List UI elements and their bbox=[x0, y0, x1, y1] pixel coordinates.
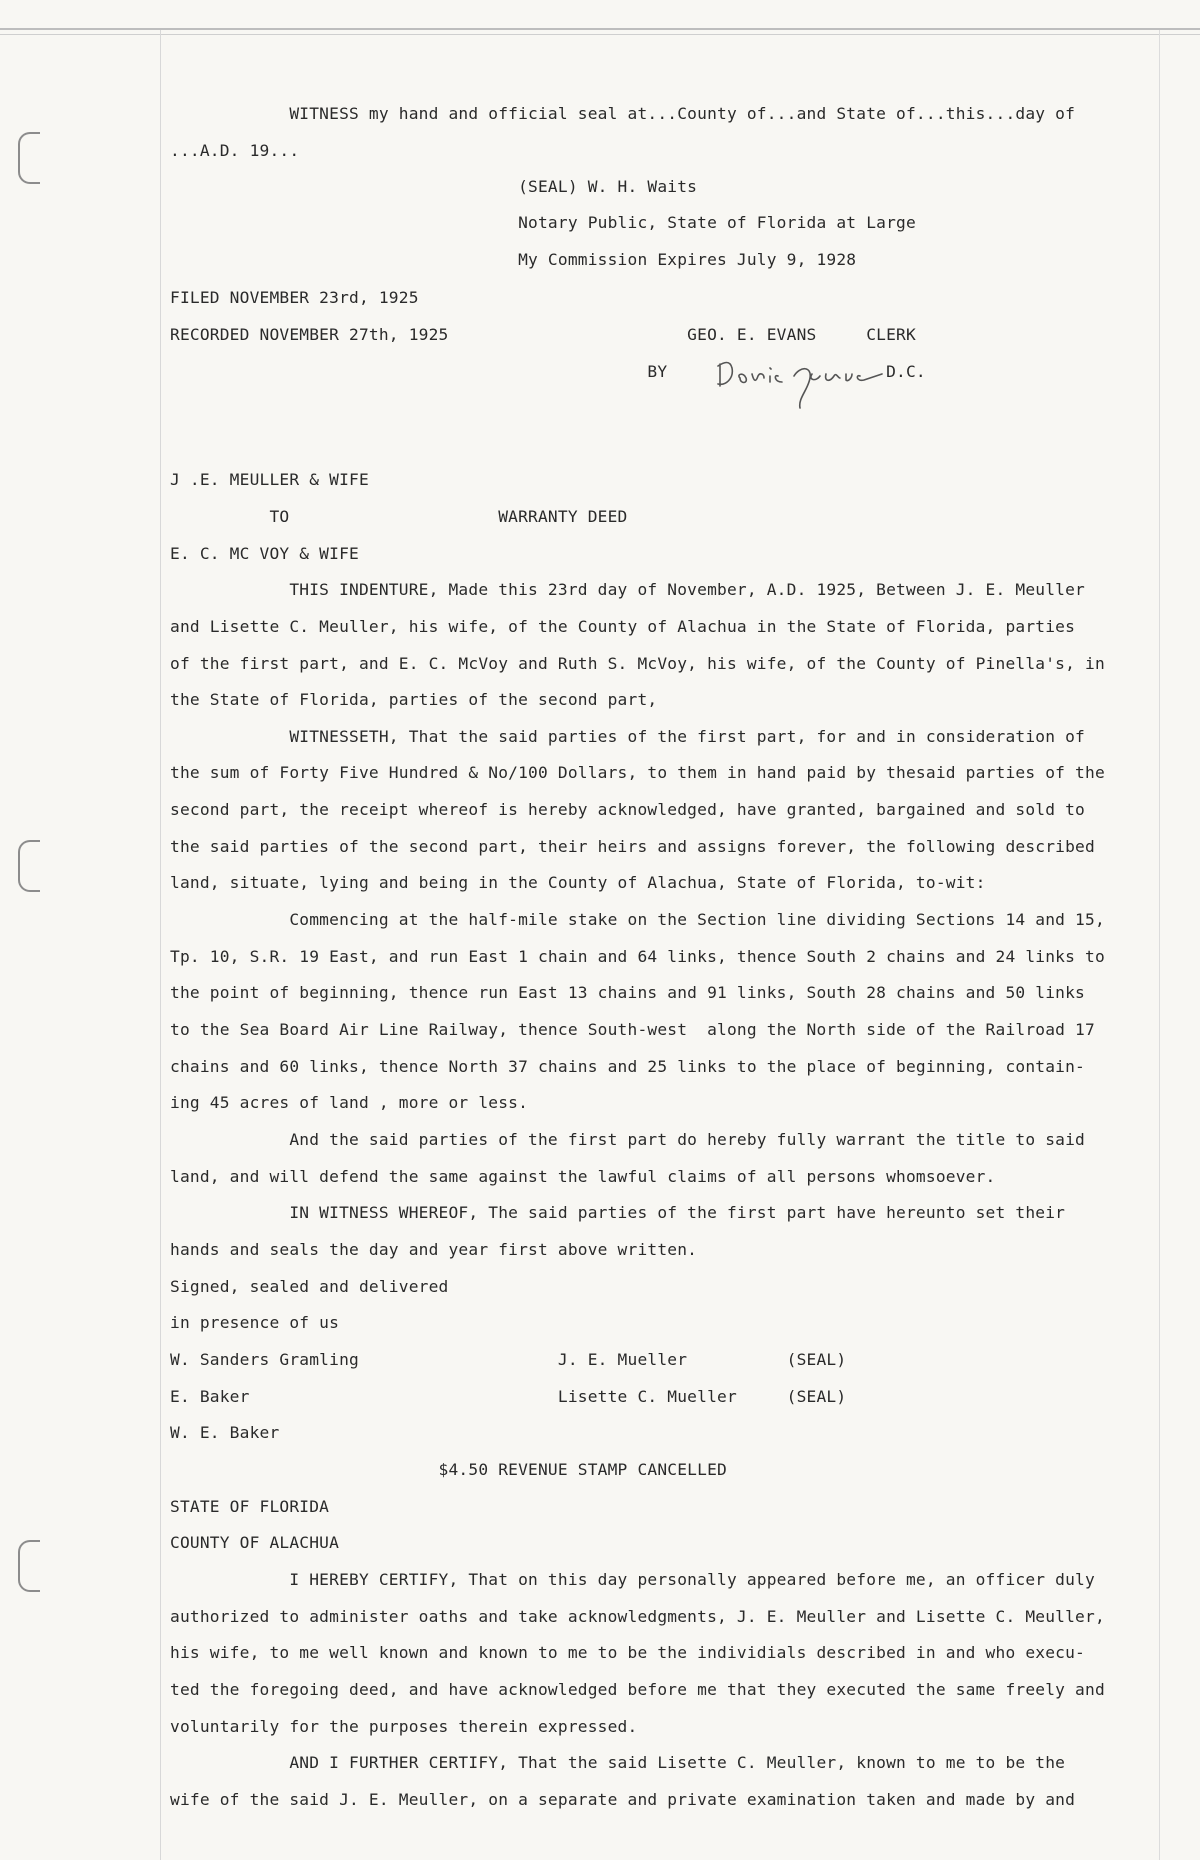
text-line: Tp. 10, S.R. 19 East, and run East 1 chain and 64 links, thence South 2 chains and 24 links to bbox=[170, 947, 1105, 966]
left-margin-rule bbox=[160, 30, 161, 1860]
text-line: COUNTY OF ALACHUA bbox=[170, 1533, 340, 1552]
text-line: voluntarily for the purposes therein expressed. bbox=[170, 1717, 638, 1736]
text-line: W. E. Baker bbox=[170, 1423, 280, 1442]
binder-hole bbox=[18, 132, 40, 184]
text-line: E. Baker Lisette C. Mueller (SEAL) bbox=[170, 1387, 847, 1406]
text-line: RECORDED NOVEMBER 27th, 1925 GEO. E. EVANS CLERK bbox=[170, 325, 916, 344]
text-line: J .E. MEULLER & WIFE bbox=[170, 470, 369, 489]
text-line: Signed, sealed and delivered bbox=[170, 1277, 449, 1296]
top-border-rule-inner bbox=[0, 34, 1200, 35]
text-line: hands and seals the day and year first above written. bbox=[170, 1240, 698, 1259]
text-line: his wife, to me well known and known to me to be the individials described in and who execu- bbox=[170, 1643, 1086, 1662]
text-line: Notary Public, State of Florida at Large bbox=[170, 213, 916, 232]
text-line: Commencing at the half-mile stake on the Section line dividing Sections 14 and 15, bbox=[170, 910, 1105, 929]
text-line: and Lisette C. Meuller, his wife, of the County of Alachua in the State of Florida, parties bbox=[170, 617, 1076, 636]
top-border-rule bbox=[0, 28, 1200, 30]
text-line: the said parties of the second part, their heirs and assigns forever, the following described bbox=[170, 837, 1095, 856]
binder-hole bbox=[18, 840, 40, 892]
text-line: authorized to administer oaths and take acknowledgments, J. E. Meuller and Lisette C. Meuller, bbox=[170, 1607, 1105, 1626]
text-line: $4.50 REVENUE STAMP CANCELLED bbox=[170, 1460, 727, 1479]
text-line: land, situate, lying and being in the County of Alachua, State of Florida, to-wit: bbox=[170, 873, 986, 892]
binder-hole bbox=[18, 1540, 40, 1592]
text-line: THIS INDENTURE, Made this 23rd day of November, A.D. 1925, Between J. E. Meuller bbox=[170, 580, 1086, 599]
text-line: TO WARRANTY DEED bbox=[170, 507, 628, 526]
text-line: of the first part, and E. C. McVoy and Ruth S. McVoy, his wife, of the County of Pinella's, in bbox=[170, 654, 1105, 673]
text-line: WITNESSETH, That the said parties of the first part, for and in consideration of bbox=[170, 727, 1086, 746]
text-line: chains and 60 links, thence North 37 chains and 25 links to the place of beginning, contain- bbox=[170, 1057, 1086, 1076]
text-line: ted the foregoing deed, and have acknowledged before me that they executed the same freely and bbox=[170, 1680, 1105, 1699]
right-margin-rule bbox=[1159, 30, 1160, 1860]
clerk-signature bbox=[710, 352, 900, 412]
text-line: ...A.D. 19... bbox=[170, 141, 300, 160]
text-line: to the Sea Board Air Line Railway, thence South-west along the North side of the Railroad 17 bbox=[170, 1020, 1095, 1039]
text-line: ing 45 acres of land , more or less. bbox=[170, 1093, 529, 1112]
text-line: the point of beginning, thence run East 13 chains and 91 links, South 28 chains and 50 links bbox=[170, 983, 1086, 1002]
text-line: IN WITNESS WHEREOF, The said parties of the first part have hereunto set their bbox=[170, 1203, 1066, 1222]
text-line: E. C. MC VOY & WIFE bbox=[170, 544, 359, 563]
text-line: wife of the said J. E. Meuller, on a separate and private examination taken and made by and bbox=[170, 1790, 1076, 1809]
text-line: STATE OF FLORIDA bbox=[170, 1497, 330, 1516]
text-line: WITNESS my hand and official seal at...County of...and State of...this...day of bbox=[170, 104, 1076, 123]
text-line: the sum of Forty Five Hundred & No/100 Dollars, to them in hand paid by thesaid parties of the bbox=[170, 763, 1105, 782]
text-line: second part, the receipt whereof is hereby acknowledged, have granted, bargained and sold to bbox=[170, 800, 1086, 819]
text-line: AND I FURTHER CERTIFY, That the said Lisette C. Meuller, known to me to be the bbox=[170, 1753, 1066, 1772]
text-line: in presence of us bbox=[170, 1313, 340, 1332]
text-line: BY D.C. bbox=[170, 362, 926, 381]
text-line: land, and will defend the same against the lawful claims of all persons whomsoever. bbox=[170, 1167, 996, 1186]
text-line: W. Sanders Gramling J. E. Mueller (SEAL) bbox=[170, 1350, 847, 1369]
text-line: FILED NOVEMBER 23rd, 1925 bbox=[170, 288, 419, 307]
text-line: I HEREBY CERTIFY, That on this day personally appeared before me, an officer duly bbox=[170, 1570, 1095, 1589]
text-line: My Commission Expires July 9, 1928 bbox=[170, 250, 857, 269]
text-line: And the said parties of the first part do hereby fully warrant the title to said bbox=[170, 1130, 1086, 1149]
text-line: the State of Florida, parties of the second part, bbox=[170, 690, 658, 709]
text-line: (SEAL) W. H. Waits bbox=[170, 177, 698, 196]
